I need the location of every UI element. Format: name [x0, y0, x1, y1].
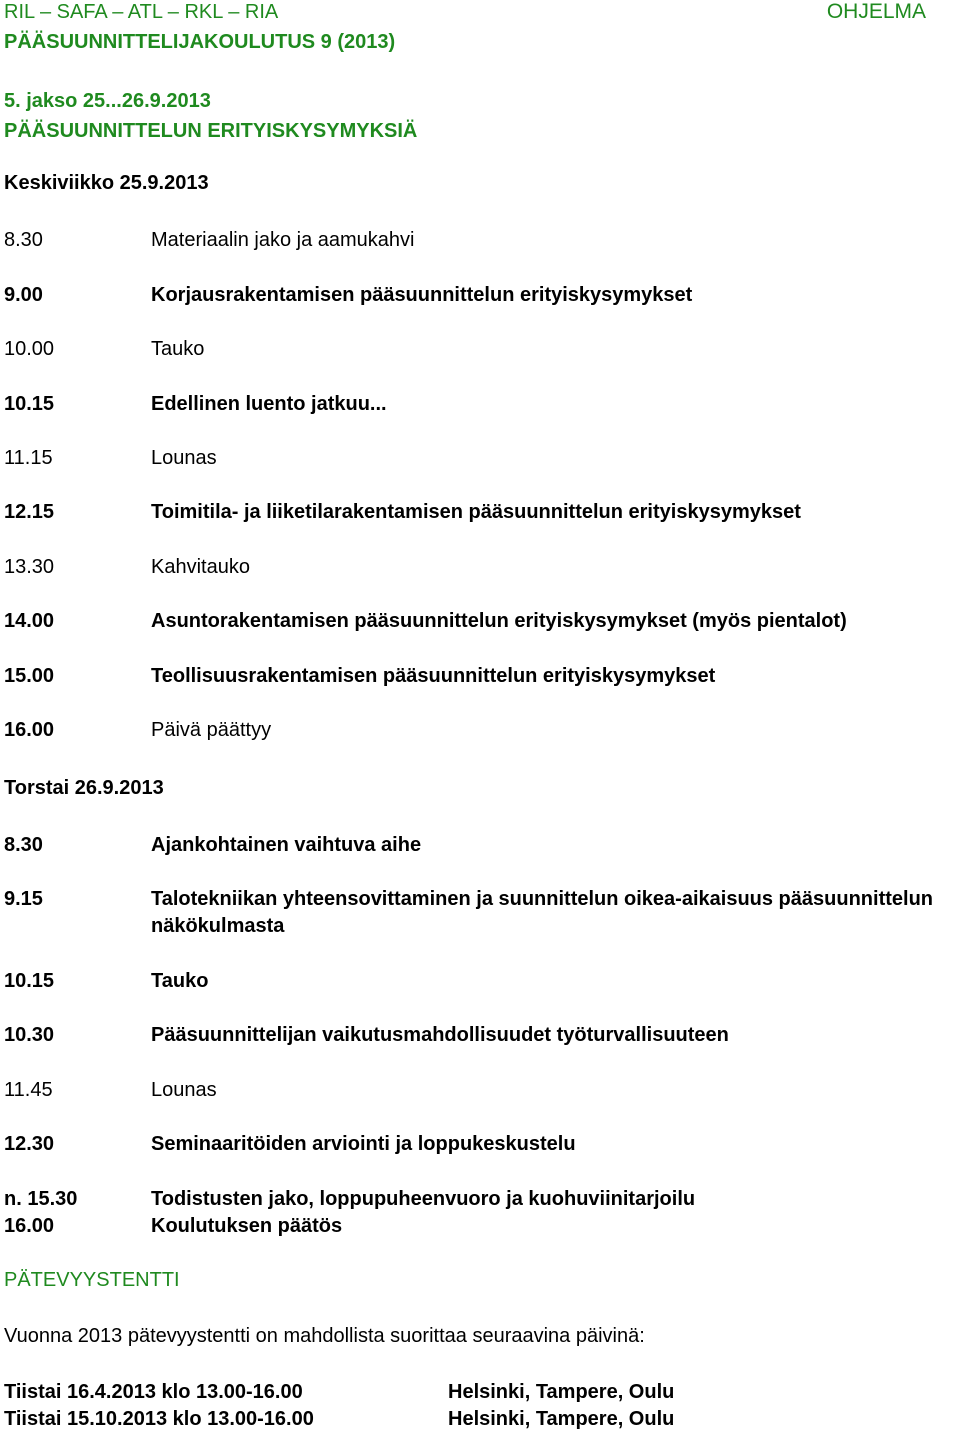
exam-locations: Helsinki, Tampere, Oulu	[448, 1381, 675, 1403]
schedule-time: 16.00	[4, 719, 55, 741]
schedule-time: 10.15	[4, 970, 55, 992]
period-title: 5. jakso 25...26.9.2013	[4, 90, 211, 112]
schedule-desc: Tauko	[151, 970, 209, 992]
schedule-desc: Ajankohtainen vaihtuva aihe	[151, 834, 422, 856]
schedule-time: 16.00	[4, 1215, 55, 1237]
schedule-time: 13.30	[4, 556, 55, 578]
schedule-desc: Lounas	[151, 447, 217, 469]
schedule-time: 9.00	[4, 284, 43, 306]
schedule-time: 10.00	[4, 338, 55, 360]
day1-title: Keskiviikko 25.9.2013	[4, 172, 209, 194]
exam-title: PÄTEVYYSTENTTI	[4, 1269, 180, 1291]
schedule-desc: Kahvitauko	[151, 556, 250, 578]
schedule-time: 11.15	[4, 447, 53, 469]
schedule-time: 14.00	[4, 610, 55, 632]
schedule-desc: Materiaalin jako ja aamukahvi	[151, 229, 415, 251]
schedule-desc: Seminaaritöiden arviointi ja loppukeskustelu	[151, 1133, 576, 1155]
schedule-time: 15.00	[4, 665, 55, 687]
schedule-desc: Asuntorakentamisen pääsuunnittelun erityiskysymykset (myös pientalot)	[151, 610, 847, 632]
course-title: PÄÄSUUNNITTELIJAKOULUTUS 9 (2013)	[4, 31, 396, 53]
schedule-desc: Todistusten jako, loppupuheenvuoro ja kuohuviinitarjoilu	[151, 1188, 696, 1210]
exam-date: Tiistai 15.10.2013 klo 13.00-16.00	[4, 1408, 314, 1430]
organizations-line: RIL – SAFA – ATL – RKL – RIA	[4, 1, 279, 23]
exam-date: Tiistai 16.4.2013 klo 13.00-16.00	[4, 1381, 303, 1403]
schedule-time: 12.30	[4, 1133, 55, 1155]
exam-intro: Vuonna 2013 pätevyystentti on mahdollista suorittaa seuraavina päivinä:	[4, 1325, 645, 1347]
schedule-time: 8.30	[4, 834, 43, 856]
day2-title: Torstai 26.9.2013	[4, 777, 164, 799]
schedule-time: n. 15.30	[4, 1188, 78, 1210]
schedule-desc: Teollisuusrakentamisen pääsuunnittelun erityiskysymykset	[151, 665, 716, 687]
schedule-desc: Päivä päättyy	[151, 719, 272, 741]
schedule-desc: Toimitila- ja liiketilarakentamisen pääsuunnittelun erityiskysymykset	[151, 501, 801, 523]
schedule-time: 9.15	[4, 888, 43, 910]
schedule-desc: Koulutuksen päätös	[151, 1215, 343, 1237]
theme-title: PÄÄSUUNNITTELUN ERITYISKYSYMYKSIÄ	[4, 120, 418, 142]
schedule-desc: Tauko	[151, 338, 205, 360]
schedule-desc: Lounas	[151, 1079, 217, 1101]
exam-date-row	[4, 1379, 675, 1406]
exam-date-row	[4, 1406, 675, 1433]
schedule-time: 10.15	[4, 393, 55, 415]
schedule-desc: Pääsuunnittelijan vaikutusmahdollisuudet työturvallisuuteen	[151, 1024, 729, 1046]
schedule-desc: Edellinen luento jatkuu...	[151, 393, 387, 415]
exam-locations: Helsinki, Tampere, Oulu	[448, 1408, 675, 1430]
schedule-desc: Korjausrakentamisen pääsuunnittelun erityiskysymykset	[151, 284, 693, 306]
schedule-time: 8.30	[4, 229, 43, 251]
schedule-time: 10.30	[4, 1024, 55, 1046]
program-label: OHJELMA	[826, 0, 926, 23]
schedule-time: 12.15	[4, 501, 55, 523]
schedule-desc: Talotekniikan yhteensovittaminen ja suunnittelun oikea-aikaisuus pääsuunnittelun näkökulmasta	[151, 888, 934, 937]
schedule-time: 11.45	[4, 1079, 53, 1101]
